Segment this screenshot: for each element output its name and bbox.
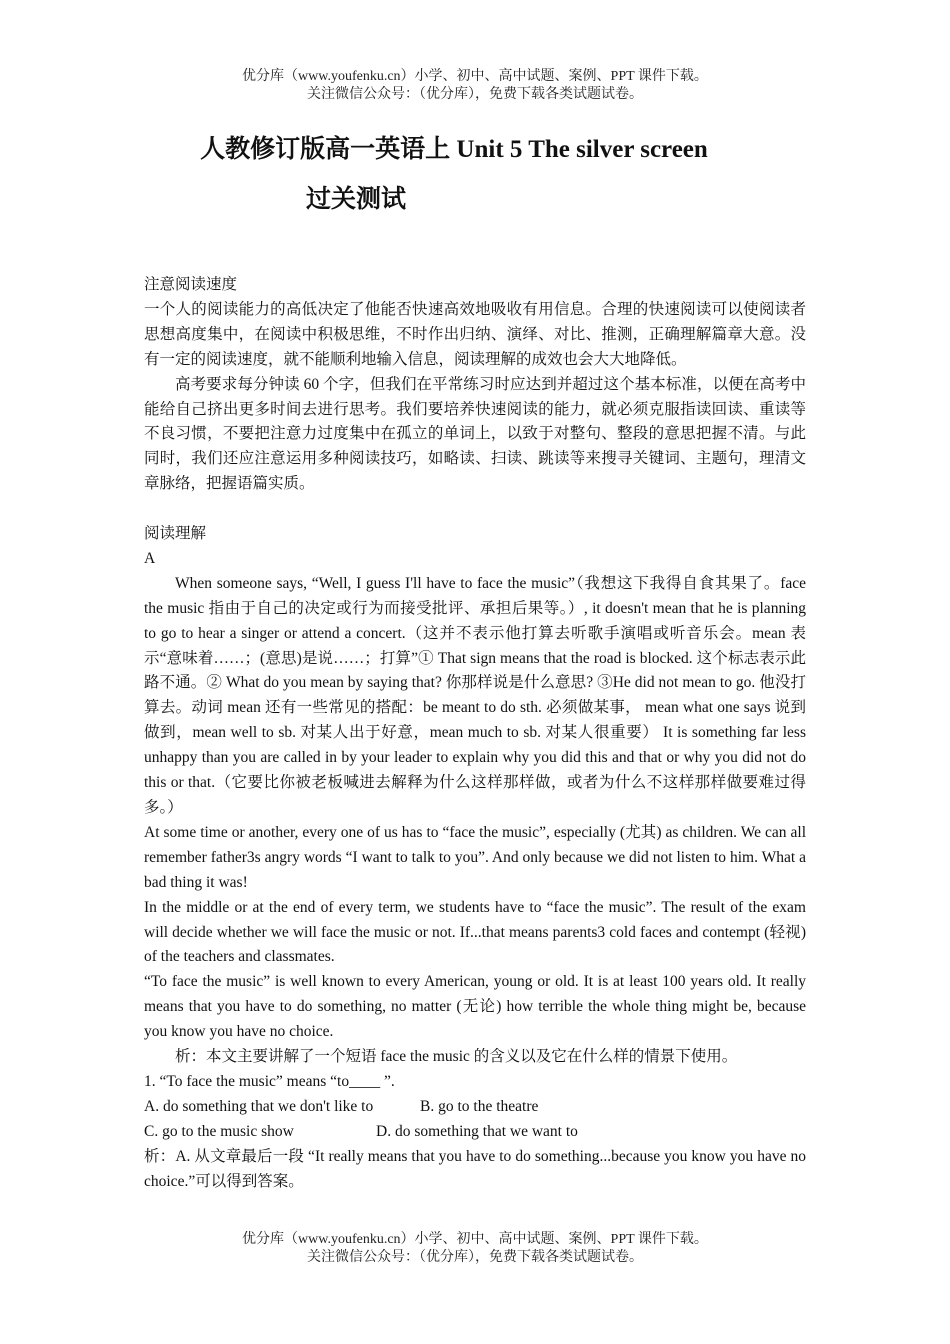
reading-speed-paragraph-2: 高考要求每分钟读 60 个字，但我们在平常练习时应达到并超过这个基本标准，以便在高考中能给自己挤出更多时间去进行思考。我们要培养快速阅读的能力，就必须克服指读回读、重读等不良习惯，不要把注意力过度集中在孤立的单词上，以致于对整句、整段的意思把握不清。与此同时，我们还应注意运用多种阅读技巧，如略读、扫读、跳读等来搜寻关键词、主题句，理清文章脉络，把握语篇实质。 [144,375,806,493]
option-b: B. go to the theatre [420,1097,539,1115]
reading-speed-paragraph-1: 一个人的阅读能力的高低决定了他能否快速高效地吸收有用信息。合理的快速阅读可以使阅读者思想高度集中，在阅读中积极思维，不时作出归纳、演绎、对比、推测，正确理解篇章大意。没有一定的阅读速度，就不能顺利地输入信息，阅读理解的成效也会大大地降低。 [144,300,806,368]
footer-line-2: 关注微信公众号：（优分库），免费下载各类试题试卷。 [307,1250,643,1265]
question-1-options-row-1 [144,1095,806,1120]
header-line-2: 关注微信公众号：（优分库），免费下载各类试题试卷。 [307,87,643,102]
option-d: D. do something that we want to [376,1122,578,1140]
passage-paragraph-2: At some time or another, every one of us has to “face the music”, especially (尤其) as children. We can all remember father3s angry words “I want to talk to you”. And only because we did not listen to him. What a bad thing it was! [144,823,806,891]
page-footer [0,1231,950,1267]
question-1-options-row-2 [144,1120,806,1145]
passage-paragraph-4: “To face the music” is well known to every American, young or old. It is at least 100 years old. It really means that you have to do something, no matter (无论) how terrible the whole thing might be, because you know you have no choice. [144,973,806,1041]
reading-speed-heading: 注意阅读速度 [144,276,238,293]
question-1-stem: 1. “To face the music” means “to____ ”. [144,1072,395,1090]
passage-analysis: 析：本文主要讲解了一个短语 face the music 的含义以及它在什么样的情景下使用。 [175,1048,738,1066]
passage-paragraph-3: In the middle or at the end of every term, we students have to “face the music”. The result of the exam will decide whether we will face the music or not. If...that means parents3 cold faces and contempt (轻视) of the teachers and classmates. [144,898,806,966]
document-subtitle: 过关测试 [306,186,407,213]
question-1-answer: 析：A. 从文章最后一段 “It really means that you have to do something...because you know you have no choice.”可以得到答案。 [144,1147,806,1190]
reading-heading: 阅读理解 [144,525,207,543]
passage-paragraph-1: When someone says, “Well, I guess I'll have to face the music”（我想这下我得自食其果了。face the music 指由于自己的决定或行为而接受批评、承担后果等。）, it doesn't mean that he is planning to go to hear a singer or attend a concert.（这并不表示他打算去听歌手演唱或听音乐会。mean 表示“意味着……；(意思)是说……；打算”① That sign means that the road is blocked. 这个标志表示此路不通。② What do you mean by saying that? 你那样说是什么意思? ③He did not mean to go. 他没打算去。动词 mean 还有一些常见的搭配：be meant to do sth. 必须做某事， mean what one says 说到做到，mean well to sb. 对某人出于好意，mean much to sb. 对某人很重要） It is something far less unhappy than you are called in by your leader to explain why you did this and that or why you did not do this or that.（它要比你被老板喊进去解释为什么这样那样做，或者为什么不这样那样做要难过得多。） [144,574,806,817]
footer-line-1: 优分库（www.youfenku.cn）小学、初中、高中试题、案例、PPT 课件下载。 [242,1232,708,1247]
spacer [144,497,806,522]
option-a: A. do something that we don't like to [144,1097,374,1115]
document-body [144,273,806,1195]
option-c: C. go to the music show [144,1122,294,1140]
section-label: A [144,549,156,567]
page-header [0,68,950,104]
document-title: 人教修订版高一英语上 Unit 5 The silver screen [200,136,708,163]
header-line-1: 优分库（www.youfenku.cn）小学、初中、高中试题、案例、PPT 课件下载。 [242,69,708,84]
